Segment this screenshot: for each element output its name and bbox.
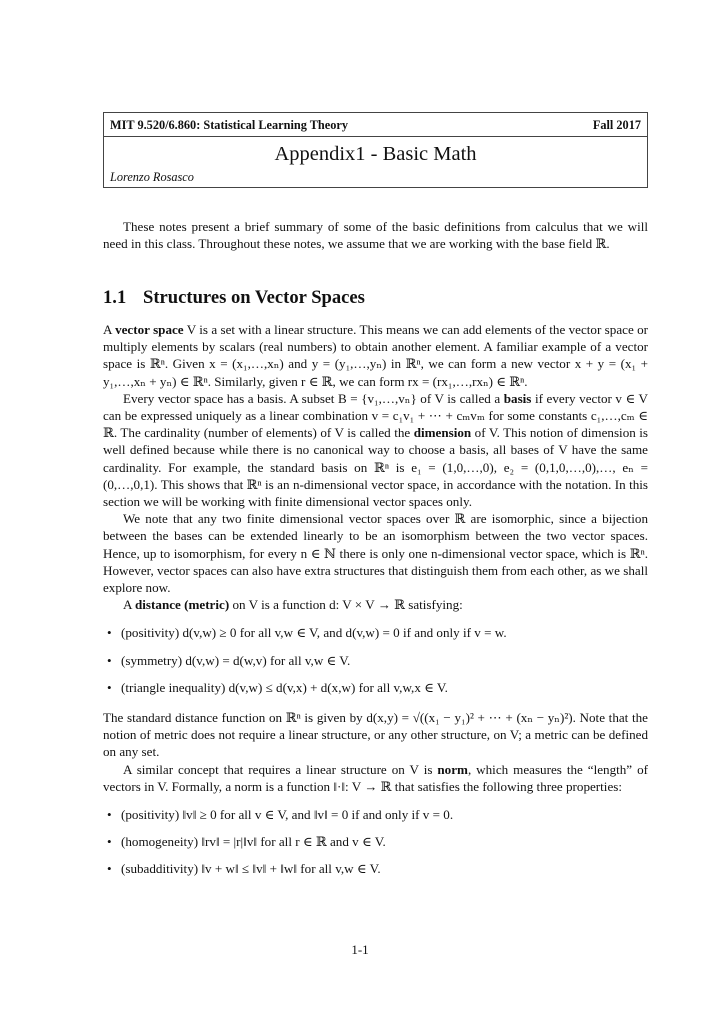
term-label: Fall 2017 (592, 118, 641, 132)
metric-definition: A distance (metric) on V is a function d: V × V → ℝ satisfying: (123, 597, 463, 613)
course-title: MIT 9.520/6.860: Statistical Learning Theory (110, 118, 348, 132)
term-dimension: dimension (413, 425, 472, 441)
term-basis: basis (503, 390, 532, 406)
section-title: Structures on Vector Spaces (143, 287, 365, 308)
document-title: Appendix1 - Basic Math (274, 143, 477, 165)
term-norm: norm (437, 761, 468, 777)
section-number: 1.1 (103, 287, 127, 308)
section-heading (103, 287, 365, 309)
norm-properties-list (103, 806, 648, 878)
term-vector-space: vector space (115, 322, 184, 337)
intro-paragraph: These notes present a brief summary of some of the basic definitions from calculus that we will need in this class. Throughout these notes, we assume that we are working with the base field ℝ. (103, 219, 648, 252)
standard-distance-paragraph: The standard distance function on ℝⁿ is given by d(x,y) = √((x₁ − y₁)² + ⋯ + (xₙ − yₙ)²). Note that the notion of metric does not require a linear structure, or any other structure, on V; a metric can be defined on any set. (103, 710, 648, 760)
intro-block (103, 218, 648, 252)
lecture-header (103, 112, 648, 188)
isomorphism-paragraph: We note that any two finite dimensional vector spaces over ℝ are isomorphic, since a bijection between the bases can be extended linearly to be an isomorphism between the two vector spaces. Hence, up to isomorphism, for every n ∈ ℕ there is only one n-dimensional vector space, which is ℝⁿ. However, vector spaces can also have extra structures that distinguish them from each other, as we shall explore now. (103, 511, 648, 596)
norm-property-homogeneity: • (homogeneity) ‖rv‖ = |r|‖v‖ for all r ∈ ℝ and v ∈ V. (103, 833, 648, 850)
norm-paragraph: A similar concept that requires a linear structure on V is norm, which measures the “length” of vectors in V. Formally, a norm is a function ‖·‖: V → ℝ that satisfies the following three properties: (103, 761, 648, 794)
vector-space-paragraph: A vector space V is a set with a linear structure. This means we can add elements of the vector space or multiply elements by scalars (real numbers) to obtain another element. A familiar example of a vector space is ℝⁿ. Given x = (x₁,…,xₙ) and y = (y₁,…,yₙ) in ℝⁿ, we can form a new vector x + y = (x₁ + y₁,…,xₙ + yₙ) ∈ ℝⁿ. Similarly, given r ∈ ℝ, we can form rx = (rx₁,…,rxₙ) ∈ ℝⁿ. (103, 322, 648, 389)
norm-property-subadditivity: • (subadditivity) ‖v + w‖ ≤ ‖v‖ + ‖w‖ for all v,w ∈ V. (103, 860, 648, 877)
basis-paragraph: Every vector space has a basis. A subset B = {v₁,…,vₙ} of V is called a basis if every vector v ∈ V can be expressed uniquely as a linear combination v = c₁v₁ + ⋯ + cₘvₘ for some constants c₁,…,cₘ ∈ ℝ. The cardinality (number of elements) of V is called the dimension of V. This notion of dimension is well defined because while there is no canonical way to choose a basis, all bases of V have the same cardinality. For example, the standard basis on ℝⁿ is e₁ = (1,0,…,0), e₂ = (0,1,0,…,0),…, eₙ = (0,…,0,1). This shows that ℝⁿ is an n-dimensional vector space, in accordance with the notation. In this section we will be working with finite dimensional vector spaces only. (103, 390, 649, 510)
metric-properties-list (103, 624, 648, 696)
metric-property-positivity: • (positivity) d(v,w) ≥ 0 for all v,w ∈ V, and d(v,w) = 0 if and only if v = w. (103, 624, 648, 641)
metric-property-symmetry: • (symmetry) d(v,w) = d(w,v) for all v,w ∈ V. (103, 652, 648, 669)
norm-property-positivity: • (positivity) ‖v‖ ≥ 0 for all v ∈ V, and ‖v‖ = 0 if and only if v = 0. (103, 806, 648, 823)
page-number: 1-1 (351, 942, 369, 957)
section-body (103, 321, 648, 878)
header-divider (104, 136, 647, 137)
term-distance-metric: distance (metric) (135, 597, 230, 613)
author-name: Lorenzo Rosasco (110, 170, 194, 184)
metric-property-triangle: • (triangle inequality) d(v,w) ≤ d(v,x) + d(x,w) for all v,w,x ∈ V. (103, 679, 648, 696)
